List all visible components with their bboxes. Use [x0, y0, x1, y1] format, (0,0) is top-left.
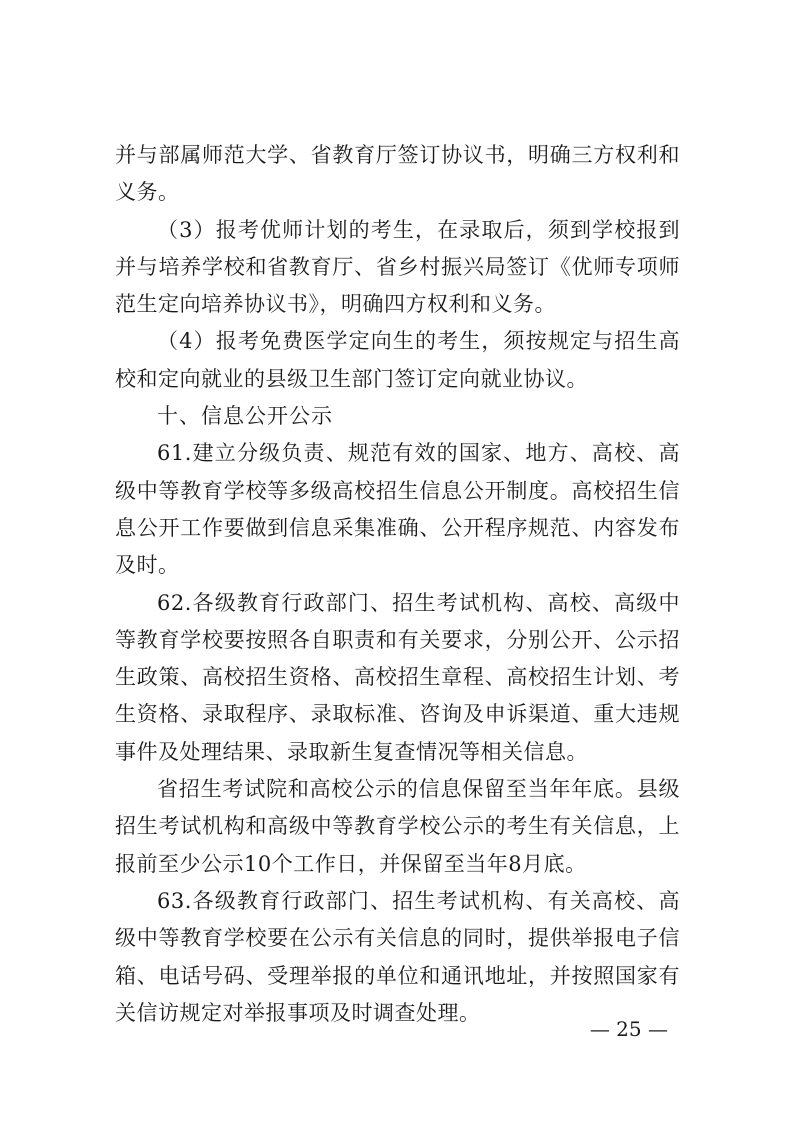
paragraph-item-4: （4）报考免费医学定向生的考生，须按规定与招生高校和定向就业的县级卫生部门签订定向就业协议。 [115, 329, 680, 391]
paragraph-continuation: 并与部属师范大学、省教育厅签订协议书，明确三方权利和义务。 [115, 143, 680, 205]
paragraph-62-retention: 省招生考试院和高校公示的信息保留至当年年底。县级招生考试机构和高级中等教育学校公示的考生有关信息，上报前至少公示10个工作日，并保留至当年8月底。 [115, 777, 680, 876]
body-text [115, 137, 680, 1032]
paragraph-63: 63.各级教育行政部门、招生考试机构、有关高校、高级中等教育学校要在公示有关信息的同时，提供举报电子信箱、电话号码、受理举报的单位和通讯地址，并按照国家有关信访规定对举报事项及时调查处理。 [115, 888, 680, 1025]
page-number: — 25 — [589, 1017, 668, 1041]
paragraph-62: 62.各级教育行政部门、招生考试机构、高校、高级中等教育学校要按照各自职责和有关要求，分别公开、公示招生政策、高校招生资格、高校招生章程、高校招生计划、考生资格、录取程序、录取标准、咨询及申诉渠道、重大违规事件及处理结果、录取新生复查情况等相关信息。 [115, 590, 680, 764]
paragraph-61: 61.建立分级负责、规范有效的国家、地方、高校、高级中等教育学校等多级高校招生信息公开制度。高校招生信息公开工作要做到信息采集准确、公开程序规范、内容发布及时。 [115, 441, 680, 578]
paragraph-item-3: （3）报考优师计划的考生，在录取后，须到学校报到并与培养学校和省教育厅、省乡村振兴局签订《优师专项师范生定向培养协议书》，明确四方权利和义务。 [115, 217, 680, 317]
section-heading: 十、信息公开公示 [157, 404, 333, 429]
